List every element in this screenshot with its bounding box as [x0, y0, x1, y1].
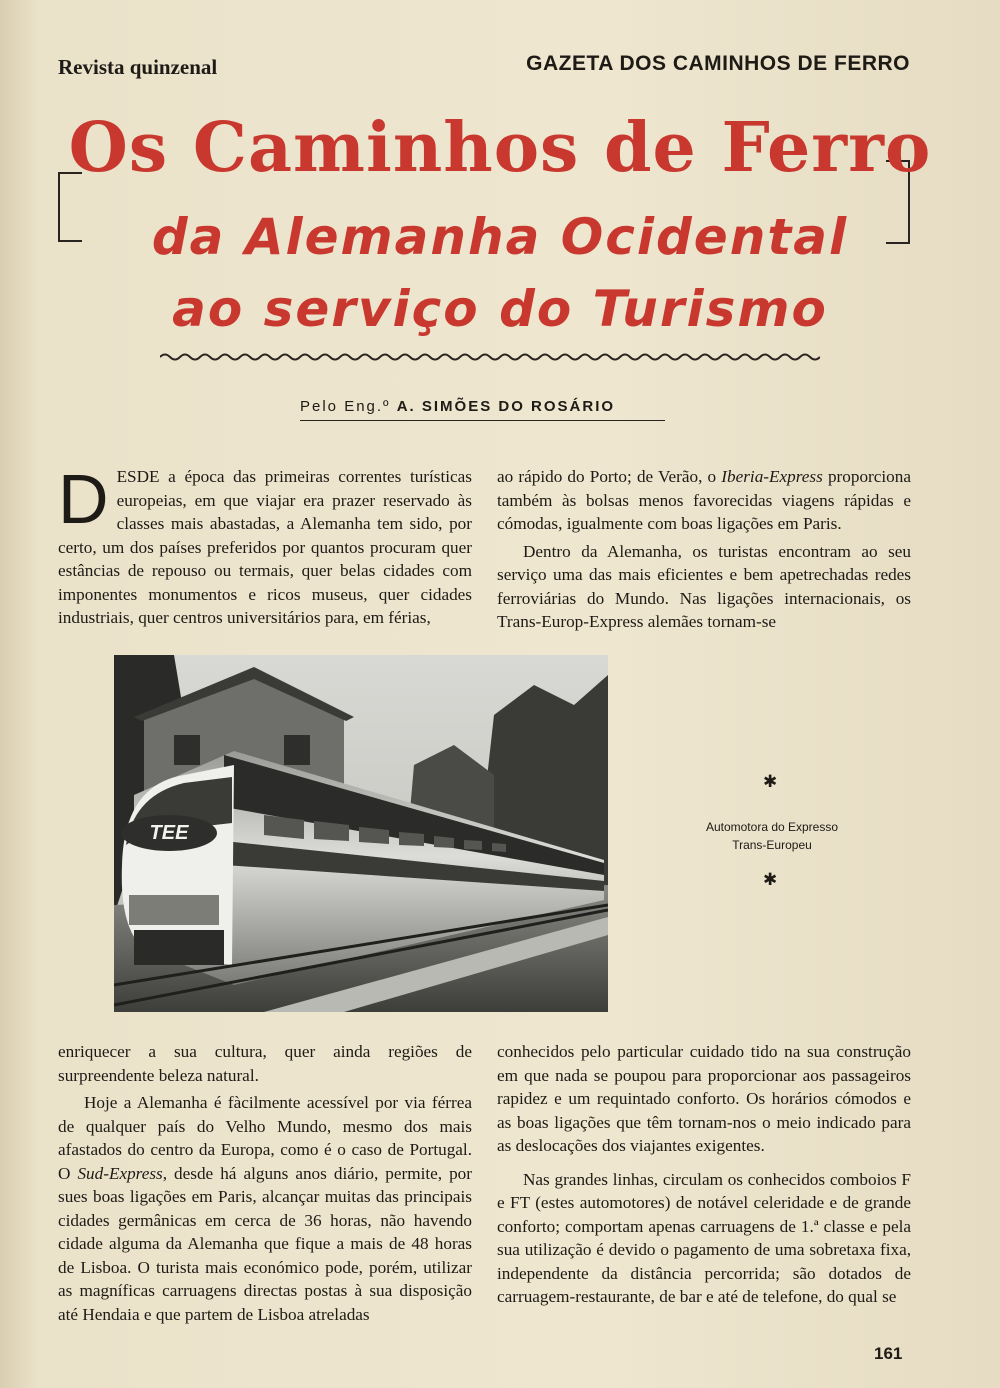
header-left: Revista quinzenal: [58, 55, 218, 79]
paragraph-network: Dentro da Alemanha, os turistas encontram ao seu serviço uma das mais eficientes e bem apetrechadas redes ferroviárias do Mundo. Nas ligações internacionais, os Trans-Europ-Express alemães tornam-se: [497, 541, 911, 631]
caption-star-top: ✱: [763, 772, 778, 791]
sud-express-name: Sud-Express: [77, 1163, 163, 1183]
page-number: 161: [874, 1344, 903, 1363]
title-wavy-rule: [160, 350, 820, 364]
photo-caption: Automotora do Expresso Trans-Europeu: [705, 820, 839, 852]
byline-prefix: Pelo Eng.º: [300, 398, 391, 415]
byline-rule: [300, 420, 665, 421]
column-top-right: [497, 465, 911, 634]
paragraph-intro: ESDE a época das primeiras correntes turísticas europeias, em que viajar era prazer reservado às classes mais abastadas, a Alemanha tem sido, por certo, um dos países preferidos por quantos procuram quer estâncias de repouso ou termais, quer belas cidades com imponentes monumentos e ricos museus, quer cidades industriais, quer centros universitários para, em férias,: [58, 467, 472, 627]
iberia-express-name: Iberia-Express: [721, 467, 823, 486]
train-photo: [114, 655, 608, 1012]
article-title-line2: da Alemanha Ocidental: [151, 208, 849, 266]
column-bottom-right: [497, 1040, 911, 1309]
paragraph-enriquecer: enriquecer a sua cultura, quer ainda regiões de surpreendente beleza natural.: [58, 1042, 472, 1085]
drop-cap: D: [58, 460, 109, 538]
article-title-line1: Os Caminhos de Ferro: [68, 108, 932, 188]
byline: [300, 398, 615, 415]
paragraph-iberia: ao rápido do Porto; de Verão, o Iberia-Express proporciona também às bolsas menos favorecidas viagens rápidas e cómodas, igualmente com boas ligações em Paris.: [497, 467, 911, 533]
byline-author: A. SIMÕES DO ROSÁRIO: [396, 398, 616, 415]
column-bottom-left: [58, 1040, 472, 1326]
paragraph-sud-express: Hoje a Alemanha é fàcilmente acessível por via férrea de qualquer país do Velho Mundo, mesmo dos mais afastados do centro da Europa, como é o caso de Portugal. O Sud-Express, desde há alguns anos diário, permite, por sues boas ligações em Paris, alcançar muitas das principais cidades germânicas em cerca de 36 horas, não havendo cidade alguma da Alemanha que fique a mais de 48 horas de Lisboa. O turista mais económico pode, porém, utilizar as magníficas carruagens directas postas à sua disposição até Hendaia e que partem de Lisboa atreladas: [58, 1093, 472, 1324]
tee-logo: TEE: [149, 822, 189, 844]
tee-train-illustration: [114, 655, 608, 1012]
caption-star-bottom: ✱: [763, 870, 778, 889]
column-top-left: [58, 460, 472, 630]
paragraph-tee-construction: conhecidos pelo particular cuidado tido na sua construção em que nada se poupou para proporcionar aos passageiros rapidez e um requintado conforto. Os horários cómodos e as boas ligações que têm tornam-nos o meio indicado para as deslocações dos viajantes exigentes.: [497, 1042, 911, 1155]
header-right: GAZETA DOS CAMINHOS DE FERRO: [526, 52, 910, 75]
paragraph-f-ft-trains: Nas grandes linhas, circulam os conhecidos comboios F e FT (estes automotores) de notável celeridade e de grande conforto; comportam apenas carruagens de 1.ª classe e pela sua utilização é devido o pagamento de uma sobretaxa fixa, independente da distância percorrida; são dotados de carruagem-restaurante, de bar e até de telefone, do qual se: [497, 1169, 911, 1306]
article-title-line3: ao serviço do Turismo: [172, 280, 828, 338]
